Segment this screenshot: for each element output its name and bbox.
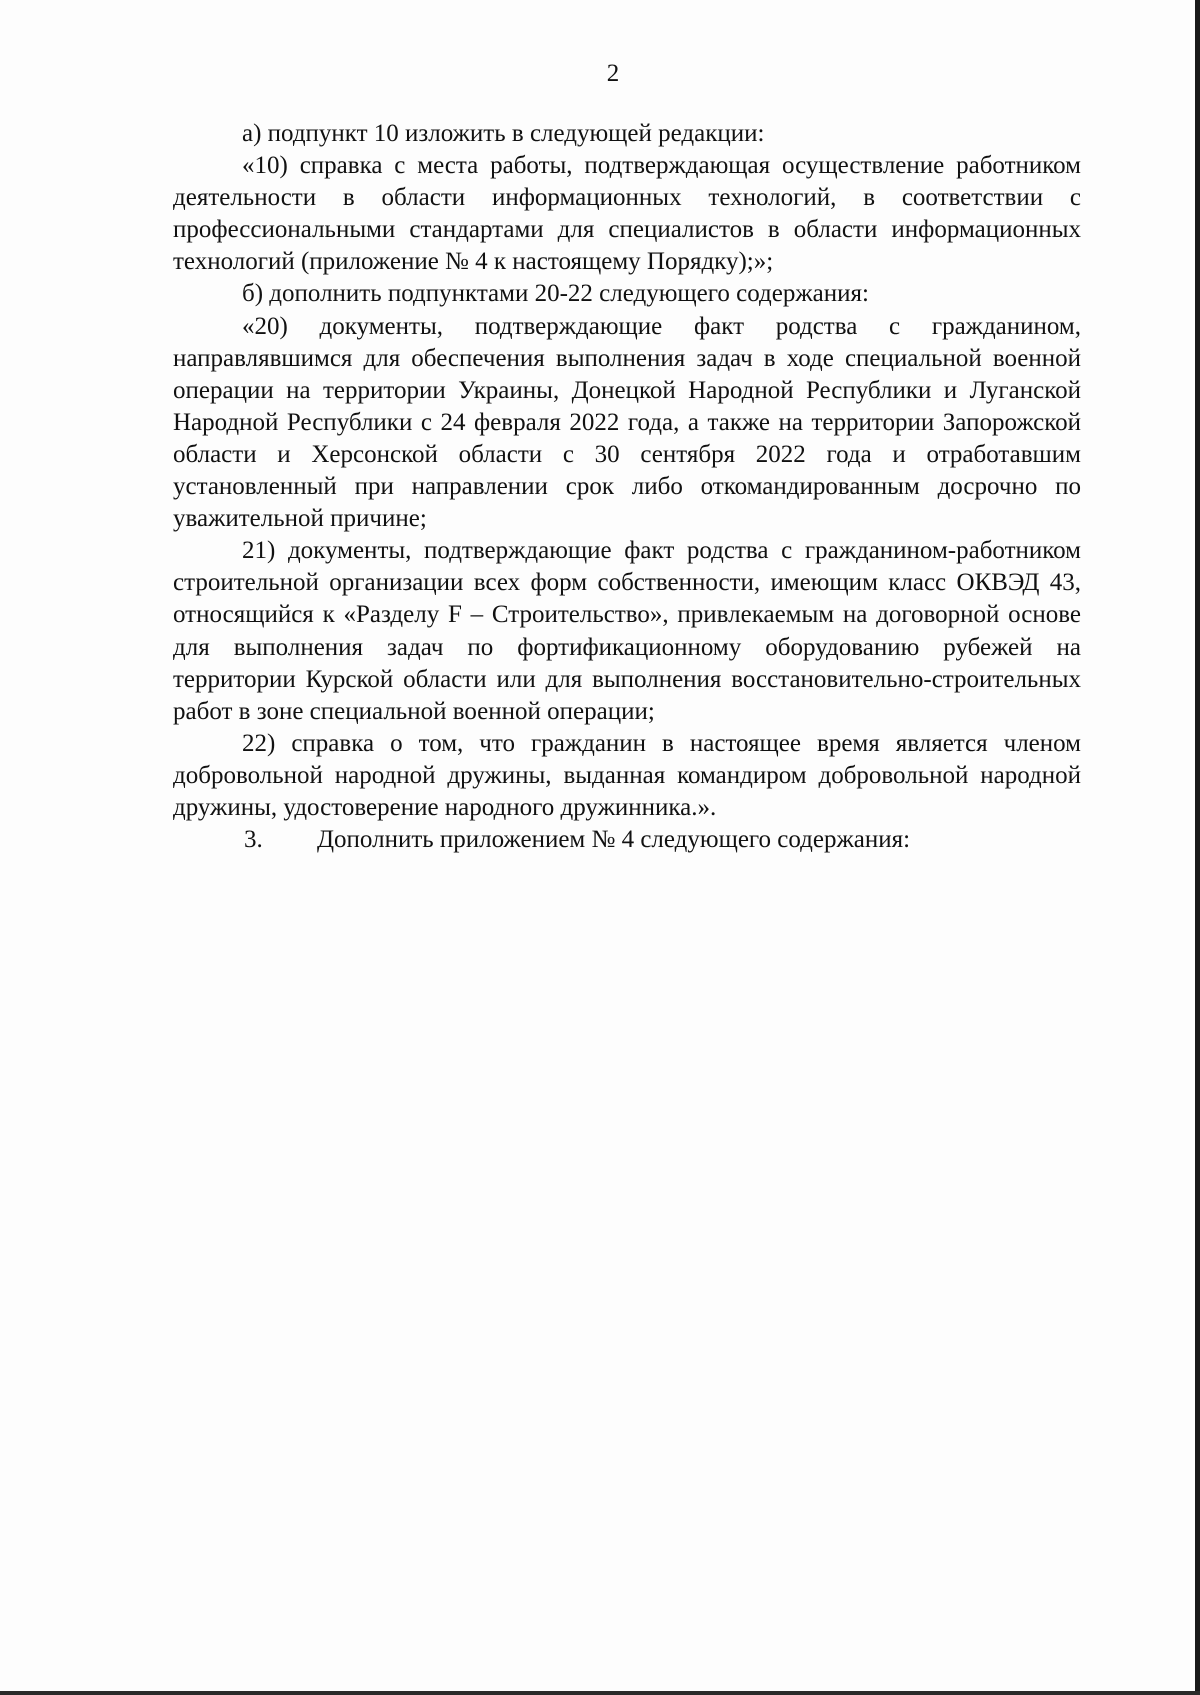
paragraph-point-3 (173, 824, 1081, 856)
paragraph-item-10: «10) справка с места работы, подтверждающая осуществление работником деятельности в области информационных технологий, в соответствии с профессиональными стандартами для специалистов в области информационных технологий (приложение № 4 к настоящему Порядку);»; (173, 152, 1081, 276)
point-3-number: 3. (244, 826, 263, 854)
paragraph-item-22: 22) справка о том, что гражданин в настоящее время является членом добровольной народной дружины, выданная командиром добровольной народной дружины, удостоверение народного дружинника.». (173, 729, 1081, 821)
paragraph-item-21: 21) документы, подтверждающие факт родства с гражданином-работником строительной организации всех форм собственности, имеющим класс ОКВЭД 43, относящийся к «Разделу F – Строительство», привлекаемым на договорной основе для выполнения задач по фортификационному оборудованию рубежей на территории Курской области или для выполнения восстановительно-строительных работ в зоне специальной военной операции; (173, 537, 1081, 725)
paragraph-subpoint-a: а) подпункт 10 изложить в следующей редакции: (242, 120, 765, 147)
paragraph-item-20: «20) документы, подтверждающие факт родства с гражданином, направлявшимся для обеспечения выполнения задач в ходе специальной военной операции на территории Украины, Донецкой Народной Республики и Луганской Народной Республики с 24 февраля 2022 года, а также на территории Запорожской области и Херсонской области с 30 сентября 2022 года и отработавшим установленный при направлении срок либо откомандированным досрочно по уважительной причине; (173, 312, 1081, 533)
scan-edge-right (1195, 0, 1200, 1695)
document-body (173, 118, 1081, 856)
scan-edge-bottom (0, 1691, 1200, 1695)
paragraph-subpoint-b: б) дополнить подпунктами 20-22 следующего содержания: (242, 280, 869, 308)
page-number: 2 (606, 60, 620, 87)
point-3-text: Дополнить приложением № 4 следующего содержания: (317, 826, 911, 854)
